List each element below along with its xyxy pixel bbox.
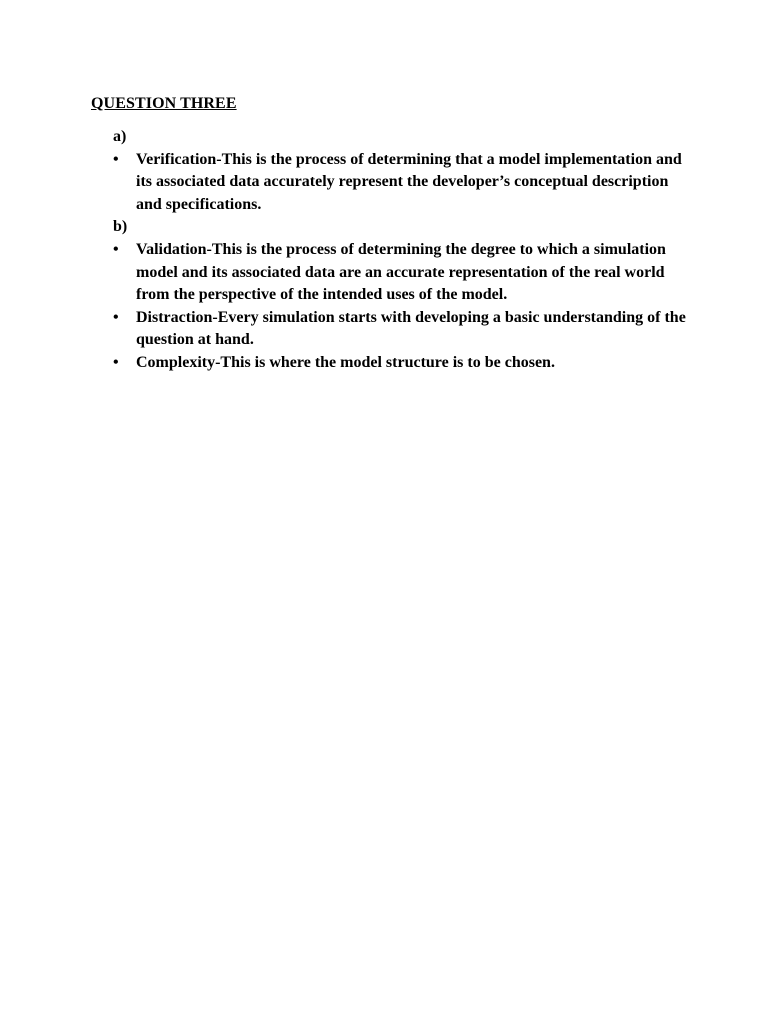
list-item bbox=[113, 149, 693, 217]
part-a-list bbox=[113, 149, 693, 217]
part-a-label: a) bbox=[113, 128, 127, 145]
list-item-text: Verification-This is the process of determining that a model implementation and its associated data accurately represent the developer’s conceptual description and specifications. bbox=[136, 150, 682, 213]
list-item bbox=[113, 239, 693, 307]
bullet-icon: • bbox=[113, 308, 119, 326]
list-item bbox=[113, 307, 693, 352]
bullet-icon: • bbox=[113, 353, 119, 371]
part-b-label: b) bbox=[113, 218, 128, 236]
bullet-icon: • bbox=[113, 240, 119, 258]
part-b-list bbox=[113, 239, 693, 375]
answer-content bbox=[113, 126, 693, 375]
page-heading: QUESTION THREE bbox=[91, 95, 237, 112]
list-item-text: Complexity-This is where the model structure is to be chosen. bbox=[136, 353, 555, 371]
list-item-text: Validation-This is the process of determining the degree to which a simulation model and its associated data are an accurate representation of the real world from the perspective of the intended uses of the model. bbox=[136, 240, 666, 304]
bullet-icon: • bbox=[113, 150, 119, 168]
list-item-text: Distraction-Every simulation starts with developing a basic understanding of the question at hand. bbox=[136, 308, 686, 349]
list-item bbox=[113, 352, 693, 375]
